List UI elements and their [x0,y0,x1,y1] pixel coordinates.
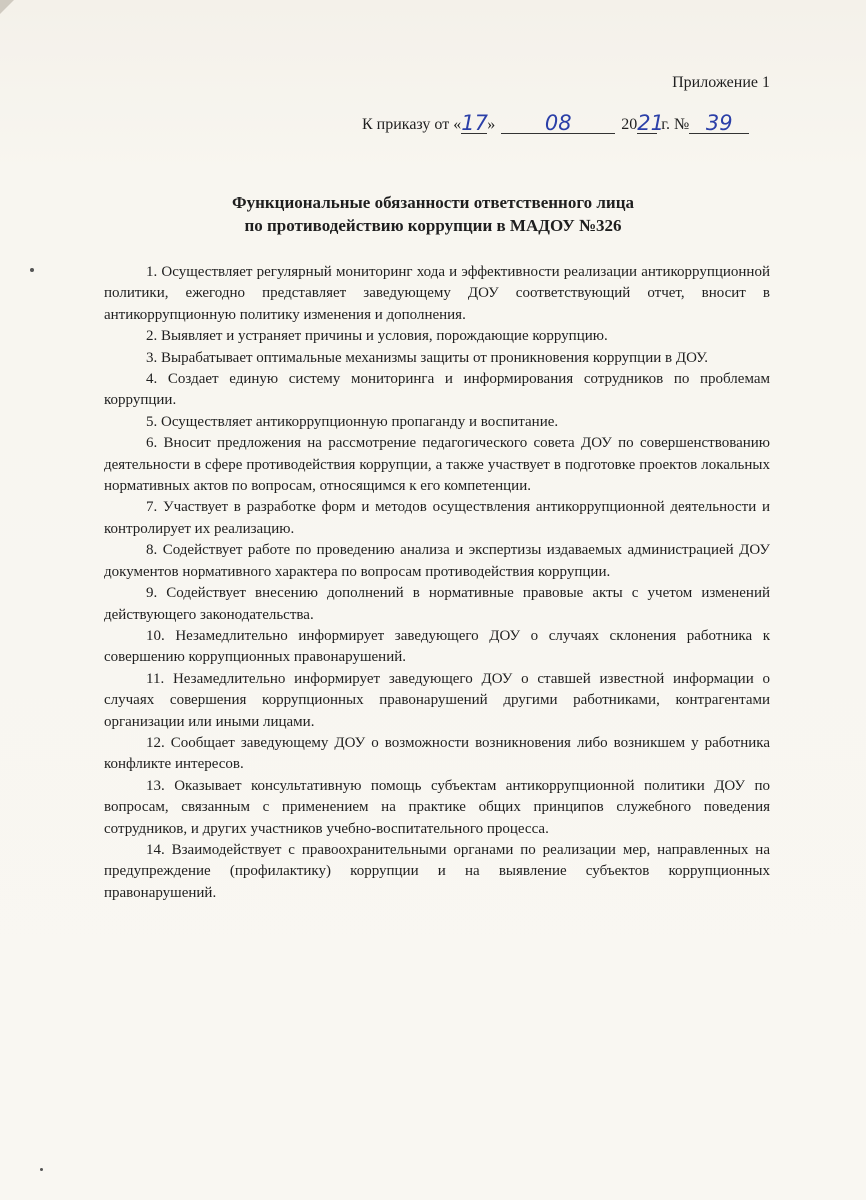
list-item: 8. Содействует работе по проведению анализа и экспертизы издаваемых администрацией ДОУ документов нормативного характера по вопросам противодействия коррупции. [104,542,770,580]
duties-list [104,262,770,904]
list-item: 2. Выявляет и устраняет причины и условия, порождающие коррупцию. [146,328,608,345]
document-title [0,191,866,237]
order-mid: » [487,116,496,133]
scan-speck [40,1168,43,1171]
appendix-label: Приложение 1 [672,74,770,91]
folded-corner [0,0,14,14]
order-prefix: К приказу от « [362,116,462,133]
title-line-2: по противодействию коррупции в МАДОУ №326 [244,216,622,235]
list-item: 12. Сообщает заведующему ДОУ о возможности возникновения либо возникшем у работника конфликте интересов. [104,734,770,773]
list-item: 7. Участвует в разработке форм и методов осуществления антикоррупционной деятельности и контролирует их реализацию. [104,499,770,537]
title-line-1: Функциональные обязанности ответственного лица [231,193,635,212]
list-item: 1. Осуществляет регулярный мониторинг хода и эффективности реализации антикоррупционной политики, ежегодно представляет заведующему ДОУ соответствующий отчет, вносит в антикоррупционную политику изменения и дополнения. [104,264,770,323]
list-item: 3. Вырабатывает оптимальные механизмы защиты от проникновения коррупции в ДОУ. [146,349,708,366]
list-item: 4. Создает единую систему мониторинга и информирования сотрудников по проблемам коррупции. [104,371,770,409]
order-year-prefix: 20 [621,116,638,133]
order-reference [362,113,749,134]
order-year-handwritten: 21 [637,111,664,135]
order-month-handwritten: 08 [501,113,615,134]
list-item: 9. Содействует внесению дополнений в нормативные правовые акты с учетом изменений действующего законодательства. [104,585,770,623]
list-item: 14. Взаимодействует с правоохранительными органами по реализации мер, направленных на предупреждение (профилактику) коррупции и на выявление субъектов коррупционных правонарушений. [104,841,770,901]
scan-speck [30,268,34,272]
order-number-handwritten: 39 [689,113,749,134]
list-item: 10. Незамедлительно информирует заведующего ДОУ о случаях склонения работника к совершению коррупционных правонарушений. [104,627,770,666]
list-item: 6. Вносит предложения на рассмотрение педагогического совета ДОУ по совершенствованию деятельности в сфере противодействия коррупции, а также участвует в подготовке проектов локальных нормативных актов по вопросам, относящимся к его компетенции. [104,435,770,495]
order-number-prefix: г. № [661,116,690,133]
list-item: 13. Оказывает консультативную помощь субъектам антикоррупционной политики ДОУ по вопросам, связанным с применением на практике общих принципов служебного поведения сотрудников, и других участников учебно-воспитательного процесса. [104,777,770,837]
list-item: 5. Осуществляет антикоррупционную пропаганду и воспитание. [146,413,559,430]
order-day-handwritten: 17 [461,111,488,135]
list-item: 11. Незамедлительно информирует заведующего ДОУ о ставшей известной информации о случаях совершения коррупционных правонарушений другими работниками, контрагентами организации или иными лицами. [104,670,770,730]
